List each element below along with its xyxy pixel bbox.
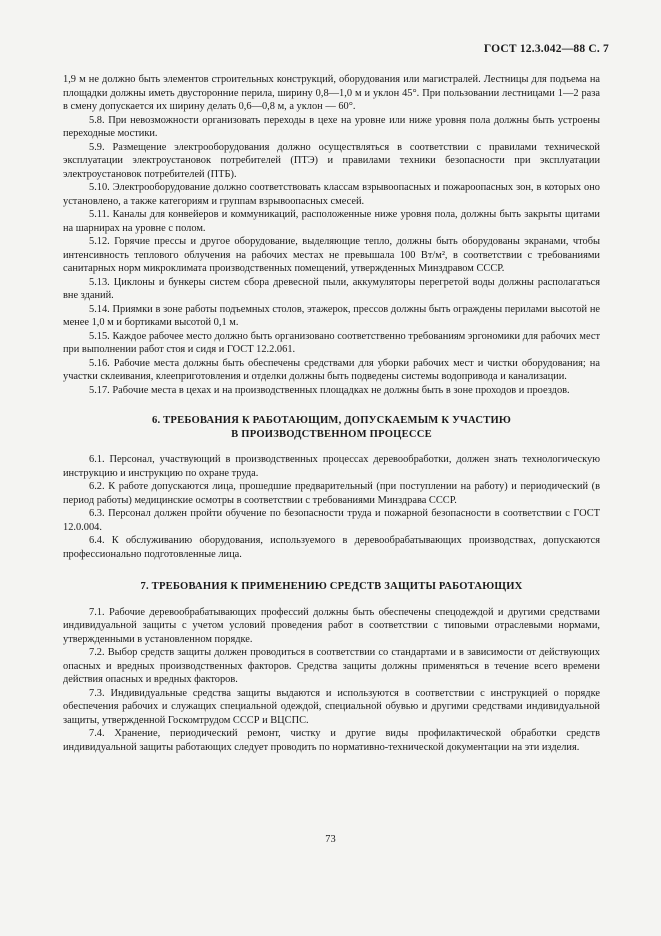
paragraph-5-9: 5.9. Размещение электрооборудования должно осуществляться в соответствии с правилами технической эксплуатации электроустановок потребителей (ПТЭ) и правилами техники безопасности при эксплуатации электроустановок потребителей (ПТБ). bbox=[63, 141, 600, 180]
paragraph-5-14: 5.14. Приямки в зоне работы подъемных столов, этажерок, прессов должны быть ограждены перилами высотой не менее 1,0 м и бортиками высотой 0,1 м. bbox=[63, 303, 600, 328]
paragraph-7-2: 7.2. Выбор средств защиты должен проводиться в соответствии со стандартами и в зависимости от действующих опасных и вредных производственных факторов. Средства защиты должны применяться в течение всего времени действия опасных и вредных факторов. bbox=[63, 647, 600, 685]
section-6-heading bbox=[63, 414, 600, 441]
paragraph-6-3: 6.3. Персонал должен пройти обучение по безопасности труда и пожарной безопасности в соответствии с ГОСТ 12.0.004. bbox=[63, 508, 600, 533]
paragraph-5-15: 5.15. Каждое рабочее место должно быть организовано соответственно требованиям эргономики для рабочих мест при выполнении работ стоя и сидя и ГОСТ 12.2.061. bbox=[63, 330, 600, 355]
paragraph-6-1: 6.1. Персонал, участвующий в производственных процессах деревообработки, должен знать технологическую инструкцию и инструкцию по охране труда. bbox=[63, 454, 600, 479]
paragraph-7-1: 7.1. Рабочие деревообрабатывающих профессий должны быть обеспечены спецодеждой и другими средствами индивидуальной защиты с учетом условий проведения работ в соответствии с типовыми отраслевыми нормами, утвержденными в установленном порядке. bbox=[63, 606, 600, 645]
paragraph-5-11: 5.11. Каналы для конвейеров и коммуникаций, расположенные ниже уровня пола, должны быть закрыты щитами на шарнирах на уровне с полом. bbox=[63, 209, 600, 234]
paragraph-7-3: 7.3. Индивидуальные средства защиты выдаются и используются в соответствии с инструкцией о порядке обеспечения рабочих и служащих специальной одеждой, специальной обувью и другими средствами индивидуальной защиты, утвержденной Госкомтрудом СССР и ВЦСПС. bbox=[63, 687, 600, 726]
paragraph-5-12: 5.12. Горячие прессы и другое оборудование, выделяющие тепло, должны быть оборудованы экранами, чтобы интенсивность теплового облучения на рабочих местах не превышала 100 Вт/м², в соответствии с требованиями санитарных норм микроклимата производственных помещений, утвержденных Минздравом СССР. bbox=[63, 236, 600, 274]
section-7-heading: 7. ТРЕБОВАНИЯ К ПРИМЕНЕНИЮ СРЕДСТВ ЗАЩИТЫ РАБОТАЮЩИХ bbox=[140, 581, 523, 592]
paragraph-5-17: 5.17. Рабочие места в цехах и на производственных площадках не должны быть в зоне проходов и проездов. bbox=[89, 384, 570, 396]
paragraph-6-4: 6.4. К обслуживанию оборудования, используемого в деревообрабатывающих производствах, допускаются профессионально подготовленные лица. bbox=[63, 535, 600, 560]
paragraph-5-16: 5.16. Рабочие места должны быть обеспечены средствами для уборки рабочих мест и чистки оборудования; на участки склеивания, клееприготовления и отделки должны быть подведены системы водопривода и канализации. bbox=[63, 357, 600, 382]
section-6-title-line-1: 6. ТРЕБОВАНИЯ К РАБОТАЮЩИМ, ДОПУСКАЕМЫМ К УЧАСТИЮ bbox=[151, 415, 512, 426]
paragraph-5-13: 5.13. Циклоны и бункеры систем сбора древесной пыли, аккумуляторы перегретой воды должны располагаться вне зданий. bbox=[63, 276, 600, 301]
paragraph-7-4: 7.4. Хранение, периодический ремонт, чистку и другие виды профилактической обработки средств индивидуальной защиты работающих следует проводить по нормативно-технической документации на эти изделия. bbox=[63, 728, 600, 753]
paragraph-6-2: 6.2. К работе допускаются лица, прошедшие предварительный (при поступлении на работу) и периодический (в период работы) медицинские осмотры в соответствии с требованиями Минздрава СССР. bbox=[63, 481, 600, 506]
page-header: ГОСТ 12.3.042—88 С. 7 bbox=[483, 43, 609, 55]
paragraph-5-10: 5.10. Электрооборудование должно соответствовать классам взрывоопасных и пожароопасных зон, в которых оно установлено, а также категориям и группам взрывоопасных смесей. bbox=[63, 182, 600, 207]
page-number: 73 bbox=[325, 834, 336, 845]
paragraph-continuation: 1,9 м не должно быть элементов строительных конструкций, оборудования или магистралей. Лестницы для подъема на площадки должны иметь двусторонние перила, ширину 0,8—1,0 м и уклон 45°. При пользовании лестницами 1—2 раза в смену допускается их ширину делать 0,6—0,8 м, а уклон — 60°. bbox=[63, 74, 600, 112]
page-content bbox=[63, 73, 600, 754]
paragraph-5-8: 5.8. При невозможности организовать переходы в цехе на уровне или ниже уровня пола должны быть устроены переходные мостики. bbox=[63, 114, 600, 139]
section-6-title-line-2: В ПРОИЗВОДСТВЕННОМ ПРОЦЕССЕ bbox=[231, 428, 432, 440]
